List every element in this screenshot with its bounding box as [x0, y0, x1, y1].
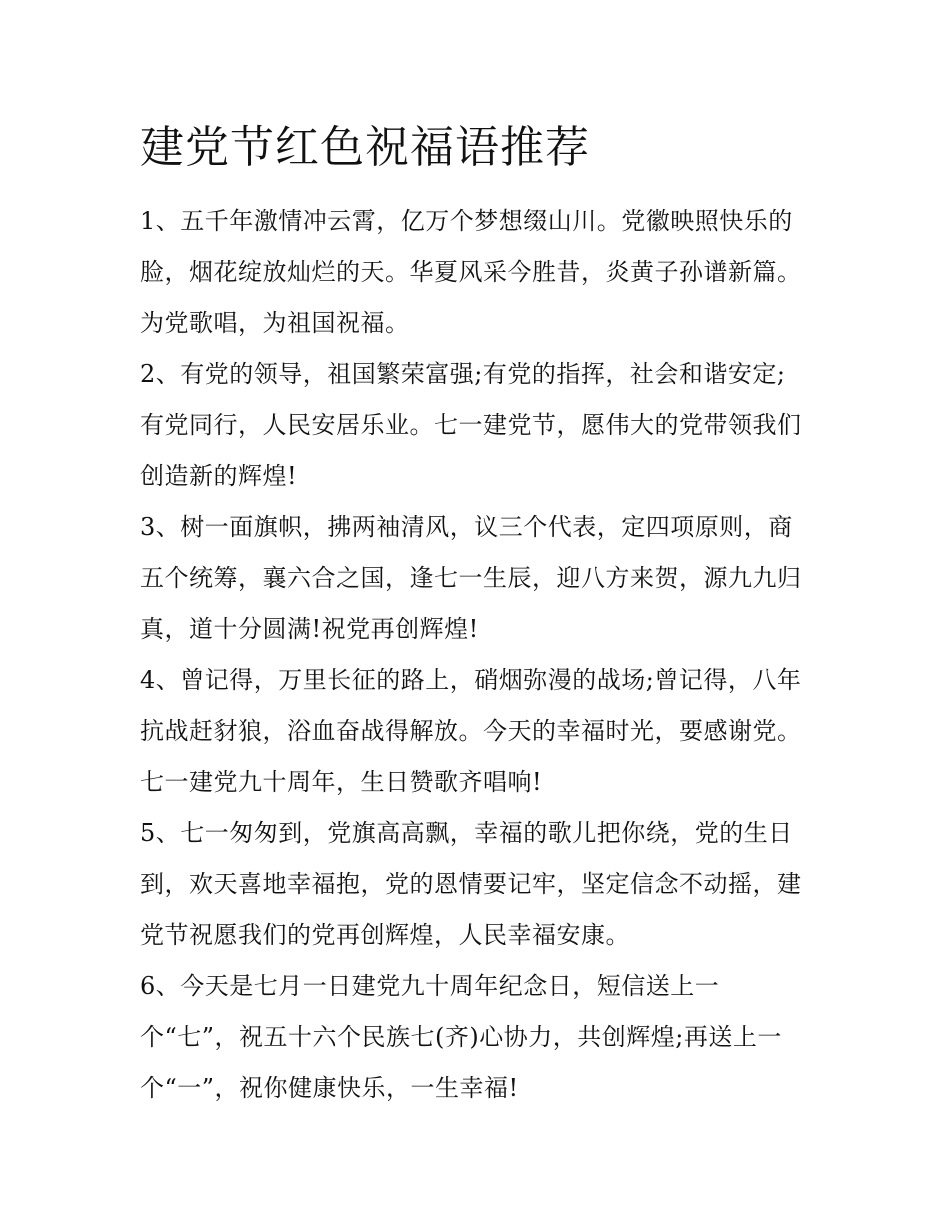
paragraph-line: 为党歌唱，为祖国祝福。: [140, 309, 410, 337]
page-title: 建党节红色祝福语推荐: [140, 122, 590, 173]
paragraph-line: 1、五千年激情冲云霄，亿万个梦想缀山川。党徽映照快乐的: [140, 207, 793, 235]
list-item: [140, 502, 820, 655]
paragraph-line: 党节祝愿我们的党再创辉煌，人民幸福安康。: [140, 921, 630, 949]
paragraph-line: 5、七一匆匆到，党旗高高飘，幸福的歌儿把你绕，党的生日: [140, 819, 793, 847]
paragraph-line: 创造新的辉煌!: [140, 462, 298, 490]
list-item: [140, 655, 820, 808]
document-page: [140, 112, 820, 1114]
paragraph-line: 6、今天是七月一日建党九十周年纪念日，短信送上一: [140, 972, 720, 1000]
paragraph-line: 2、有党的领导，祖国繁荣富强;有党的指挥，社会和谐安定;: [140, 360, 786, 388]
list-item: [140, 961, 820, 1114]
list-item: [140, 349, 820, 502]
paragraph-line: 到，欢天喜地幸福抱，党的恩情要记牢，坚定信念不动摇，建: [140, 870, 802, 898]
paragraph-line: 抗战赶豺狼，浴血奋战得解放。今天的幸福时光，要感谢党。: [140, 717, 802, 745]
paragraph-line: 个“七”，祝五十六个民族七(齐)心协力，共创辉煌;再送上一: [140, 1023, 782, 1051]
paragraph-line: 3、树一面旗帜，拂两袖清风，议三个代表，定四项原则，商: [140, 513, 793, 541]
paragraph-line: 个“一”，祝你健康快乐，一生幸福!: [140, 1074, 519, 1102]
paragraph-line: 4、曾记得，万里长征的路上，硝烟弥漫的战场;曾记得，八年: [140, 666, 802, 694]
paragraph-line: 五个统筹，襄六合之国，逢七一生辰，迎八方来贺，源九九归: [140, 564, 802, 592]
paragraph-line: 有党同行，人民安居乐业。七一建党节，愿伟大的党带领我们: [140, 411, 802, 439]
list-item: [140, 196, 820, 349]
paragraph-line: 七一建党九十周年，生日赞歌齐唱响!: [140, 768, 543, 796]
paragraph-line: 脸，烟花绽放灿烂的天。华夏风采今胜昔，炎黄子孙谱新篇。: [140, 258, 802, 286]
paragraph-line: 真，道十分圆满!祝党再创辉煌!: [140, 615, 479, 643]
list-item: [140, 808, 820, 961]
